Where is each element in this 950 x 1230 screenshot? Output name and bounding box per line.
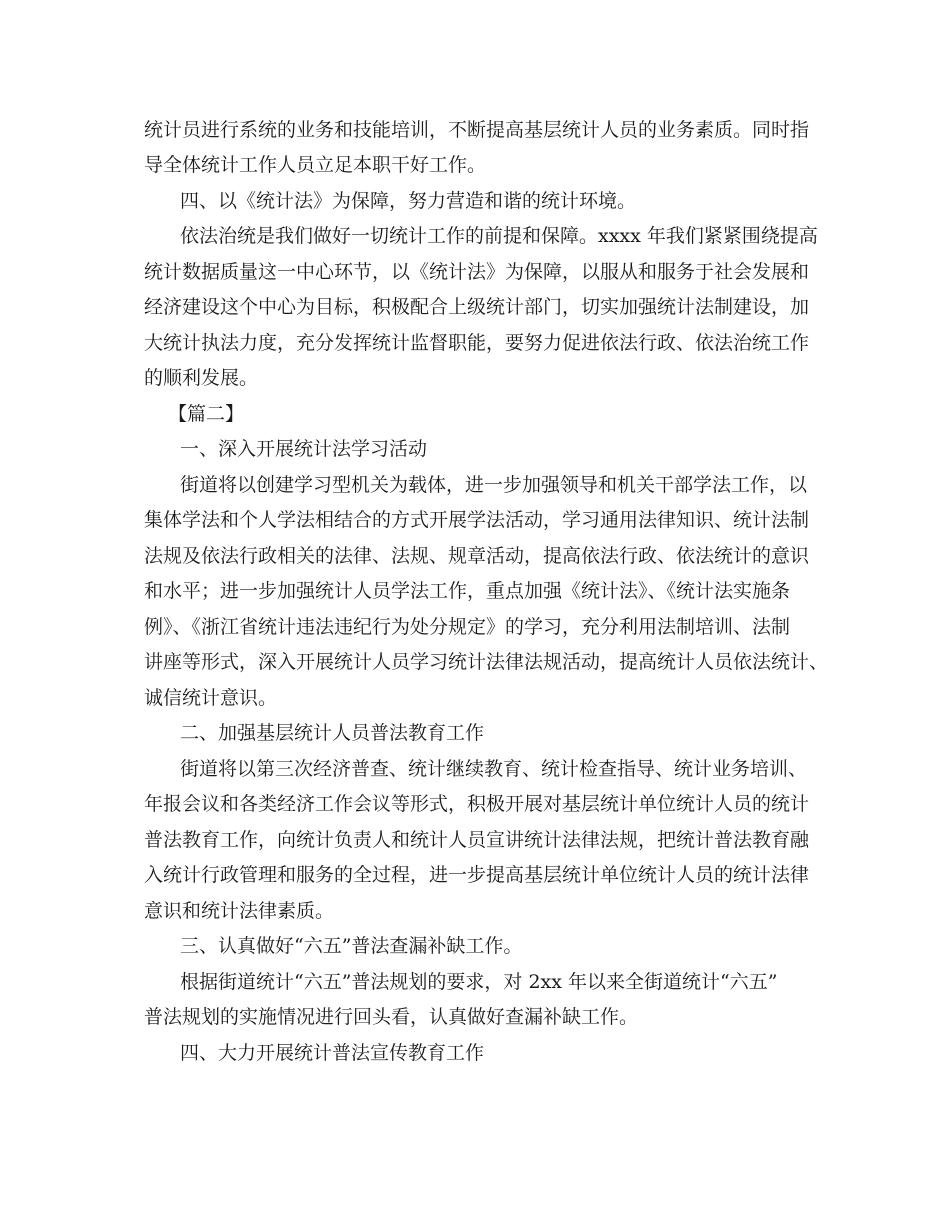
part-heading: 【篇二】 [168, 403, 245, 425]
text-line: 和水平；进一步加强统计人员学法工作，重点加强《统计法》、《统计法实施条 [144, 580, 791, 602]
text-line: 法规及依法行政相关的法律、法规、规章活动，提高依法行政、依法统计的意识 [144, 545, 810, 567]
section-heading: 三、认真做好“六五”普法查漏补缺工作。 [180, 935, 523, 957]
text-line: 经济建设这个中心为目标，积极配合上级统计部门，切实加强统计法制建设，加 [144, 296, 810, 318]
section-heading: 二、加强基层统计人员普法教育工作 [180, 722, 485, 744]
text-line: 年报会议和各类经济工作会议等形式，积极开展对基层统计单位统计人员的统计 [144, 793, 810, 815]
text-line: 诚信统计意识。 [144, 687, 278, 709]
text-line: 街道将以第三次经济普查、统计继续教育、统计检查指导、统计业务培训、 [180, 758, 808, 780]
text-line: 例》、《浙江省统计违法违纪行为处分规定》的学习，充分利用法制培训、法制 [144, 616, 791, 638]
text-line: 入统计行政管理和服务的全过程，进一步提高基层统计单位统计人员的统计法律 [144, 864, 810, 886]
text-line: 统计数据质量这一中心环节，以《统计法》为保障，以服从和服务于社会发展和 [144, 261, 810, 283]
text-line: 讲座等形式，深入开展统计人员学习统计法律法规活动，提高统计人员依法统计、 [144, 651, 829, 673]
section-heading: 四、大力开展统计普法宣传教育工作 [180, 1042, 485, 1064]
text-line: 普法规划的实施情况进行回头看，认真做好查漏补缺工作。 [144, 1006, 639, 1028]
text-line: 导全体统计工作人员立足本职干好工作。 [144, 154, 487, 176]
text-line: 街道将以创建学习型机关为载体，进一步加强领导和机关干部学法工作，以 [180, 474, 808, 496]
text-line: 统计员进行系统的业务和技能培训，不断提高基层统计人员的业务素质。同时指 [144, 119, 810, 141]
text-line: 集体学法和个人学法相结合的方式开展学法活动，学习通用法律知识、统计法制 [144, 509, 810, 531]
text-line: 意识和统计法律素质。 [144, 900, 335, 922]
section-heading: 四、以《统计法》为保障，努力营造和谐的统计环境。 [180, 190, 637, 212]
text-line: 普法教育工作，向统计负责人和统计人员宣讲统计法律法规，把统计普法教育融 [144, 829, 810, 851]
text-line: 依法治统是我们做好一切统计工作的前提和保障。xxxx 年我们紧紧围绕提高 [180, 225, 818, 247]
text-line: 大统计执法力度，充分发挥统计监督职能，要努力促进依法行政、依法治统工作 [144, 332, 810, 354]
text-line: 根据街道统计“六五”普法规划的要求，对 2xx 年以来全街道统计“六五” [180, 971, 778, 993]
text-line: 的顺利发展。 [144, 367, 259, 389]
section-heading: 一、深入开展统计法学习活动 [180, 438, 428, 460]
